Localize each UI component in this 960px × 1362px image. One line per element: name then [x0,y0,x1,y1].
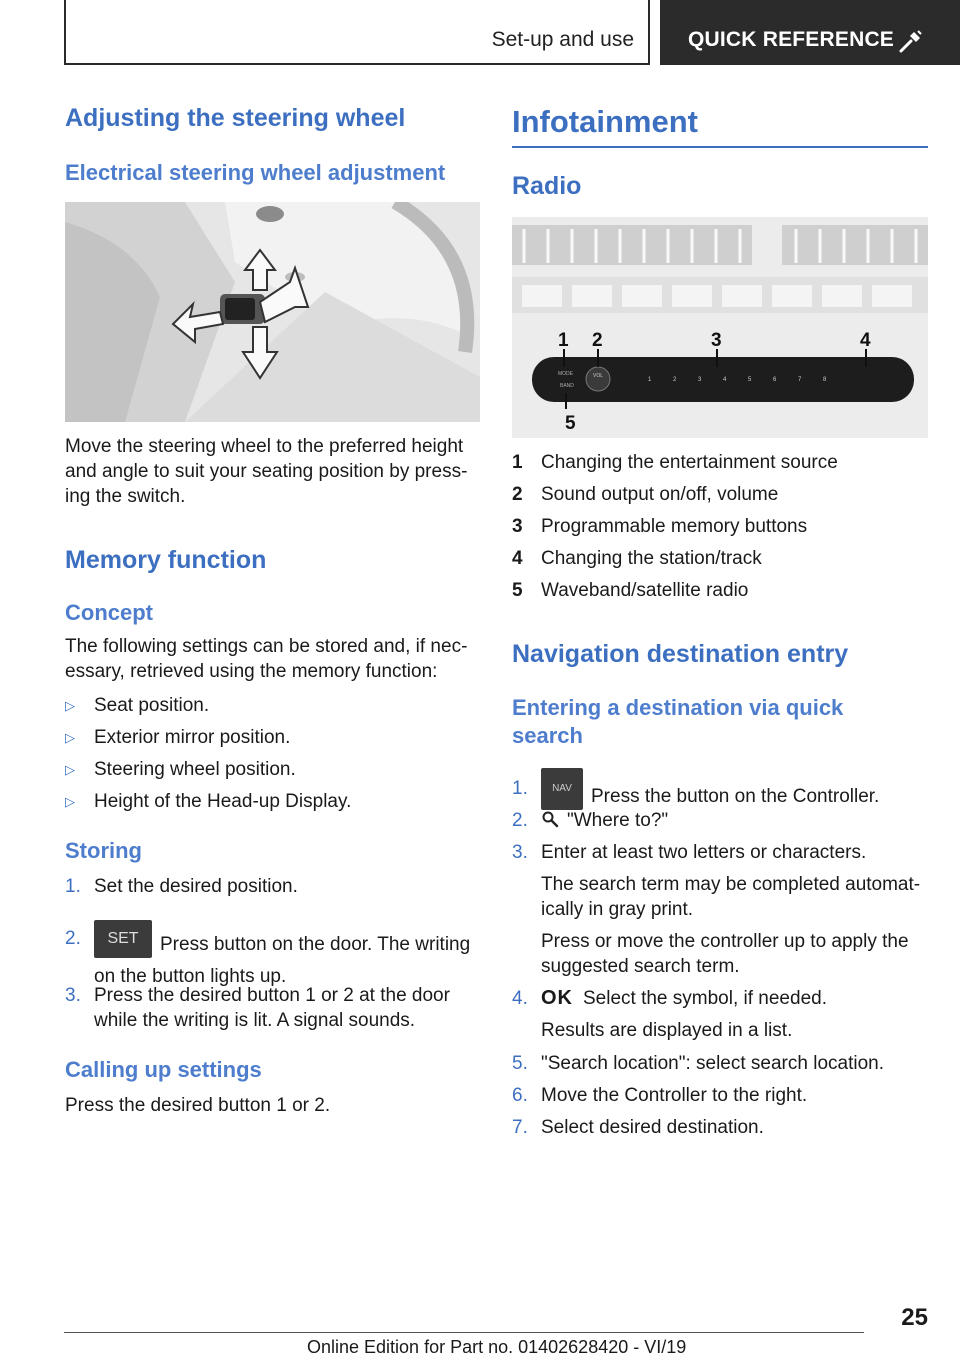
tool-icon [898,28,924,54]
step-number: 1. [512,778,528,799]
step-number: 7. [512,1117,528,1138]
item-text: Sound output on/off, volume [541,484,779,505]
heading-adjusting-steering-wheel: Adjusting the steering wheel [65,104,406,132]
triangle-bullet-icon: ▷ [65,730,75,745]
heading-concept: Concept [65,600,153,625]
step-text: "Search location": select search location. [541,1053,885,1074]
step-text: "Where to?" [567,810,669,831]
item-number: 1 [512,452,523,473]
heading-radio: Radio [512,172,582,200]
heading-navigation-destination-entry: Navigation destination entry [512,640,849,668]
step-number: 1. [65,876,81,897]
list-item [512,1115,928,1140]
bullet-text: Steering wheel position. [94,759,296,780]
band-label: BAND [560,383,574,389]
list-item [65,757,296,782]
step-number: 5. [512,1053,528,1074]
step-number: 2. [65,928,81,949]
triangle-bullet-icon: ▷ [65,794,75,809]
page-number: 25 [901,1304,928,1331]
callout-5: 5 [565,413,576,434]
mode-label: MODE [558,371,573,377]
preset-label: 2 [673,377,677,383]
item-text: Changing the station/track [541,548,762,569]
item-number: 2 [512,484,523,505]
step-text: Press the desired button 1 or 2 at the door while the writing is lit. A signal sounds. [94,985,450,1031]
item-number: 5 [512,580,523,601]
concept-paragraph: The following settings can be stored and, if necessary, retrieved using the memory function: [65,636,468,682]
list-item [512,546,762,571]
preset-label: 4 [723,377,727,383]
callout-3: 3 [711,330,722,351]
list-item [65,983,480,1033]
heading-infotainment: Infotainment [512,104,698,139]
list-item [512,840,928,979]
bullet-text: Exterior mirror position. [94,727,291,748]
step-text: Set the desired position. [94,876,298,897]
step-text: Move the Controller to the right. [541,1085,808,1106]
step-number: 3. [512,842,528,863]
step-text: Press the button on the Controller. [591,786,880,808]
preset-label: 5 [748,377,752,383]
callout-2: 2 [592,330,603,351]
step-extra-text: Press or move the controller up to apply the suggested search term. [541,931,909,977]
item-text: Waveband/satellite radio [541,580,749,601]
callout-1: 1 [558,330,569,351]
step-content [541,808,668,833]
item-text: Programmable memory buttons [541,516,808,537]
list-item [512,450,838,475]
list-item [65,789,351,814]
nav-button-icon: NAV [541,768,583,810]
step-content [94,914,480,989]
radio-panel-photo [512,217,928,438]
header-section-box [64,0,650,65]
set-button-icon: SET [94,920,152,958]
steering-wheel-adjustment-switch-photo [65,202,480,422]
preset-label: 1 [648,377,652,383]
bullet-text: Seat position. [94,695,210,716]
item-number: 3 [512,516,523,537]
heading-rule [512,146,928,148]
step-text: Enter at least two letters or characters. [541,842,867,863]
heading-memory-function: Memory function [65,546,267,574]
chapter-tab[interactable] [660,0,960,65]
heading-storing: Storing [65,838,142,863]
step-extra-text: Results are displayed in a list. [541,1020,793,1041]
triangle-bullet-icon: ▷ [65,762,75,777]
step-text: Select desired destination. [541,1117,764,1138]
list-item [512,1051,928,1076]
step-text: Press button on the door. The writing on the button lights up. [94,934,471,987]
step-number: 6. [512,1085,528,1106]
list-item [65,725,290,750]
step-text: Select the symbol, if needed. [583,988,827,1009]
preset-label: 6 [773,377,777,383]
triangle-bullet-icon: ▷ [65,698,75,713]
chapter-title: QUICK REFERENCE [688,28,895,51]
ok-icon: OK [541,987,573,1009]
vol-label: VOL [593,373,604,379]
list-item [512,986,928,1043]
footer-edition: Online Edition for Part no. 01402628420 - VI/19 [307,1337,687,1357]
list-item [65,874,480,899]
preset-label: 3 [698,377,702,383]
list-item [512,482,778,507]
step-extra-text: The search term may be completed automatically in gray print. [541,874,921,920]
callout-4: 4 [860,330,871,351]
bullet-text: Height of the Head-up Display. [94,791,352,812]
item-number: 4 [512,548,523,569]
list-item [512,578,748,603]
step-number: 4. [512,988,528,1009]
steering-wheel-paragraph: Move the steering wheel to the preferred height and angle to suit your seating position by pressing the switch. [65,436,468,507]
calling-paragraph: Press the desired button 1 or 2. [65,1095,331,1116]
step-number: 2. [512,810,528,831]
heading-calling-up-settings: Calling up settings [65,1057,262,1082]
list-item [512,808,928,833]
section-title: Set-up and use [491,28,634,51]
step-number: 3. [65,985,81,1006]
preset-label: 8 [823,377,827,383]
step-content [541,986,928,1011]
list-item [512,514,807,539]
list-item [65,693,209,718]
item-text: Changing the entertainment source [541,452,838,473]
search-icon [541,810,559,828]
heading-quick-search: Entering a destination via quick search [512,695,844,748]
heading-electrical-adjustment: Electrical steering wheel adjustment [65,160,446,185]
preset-label: 7 [798,377,802,383]
list-item [512,1083,928,1108]
list-item [65,914,480,989]
footer-rule [64,1332,864,1333]
